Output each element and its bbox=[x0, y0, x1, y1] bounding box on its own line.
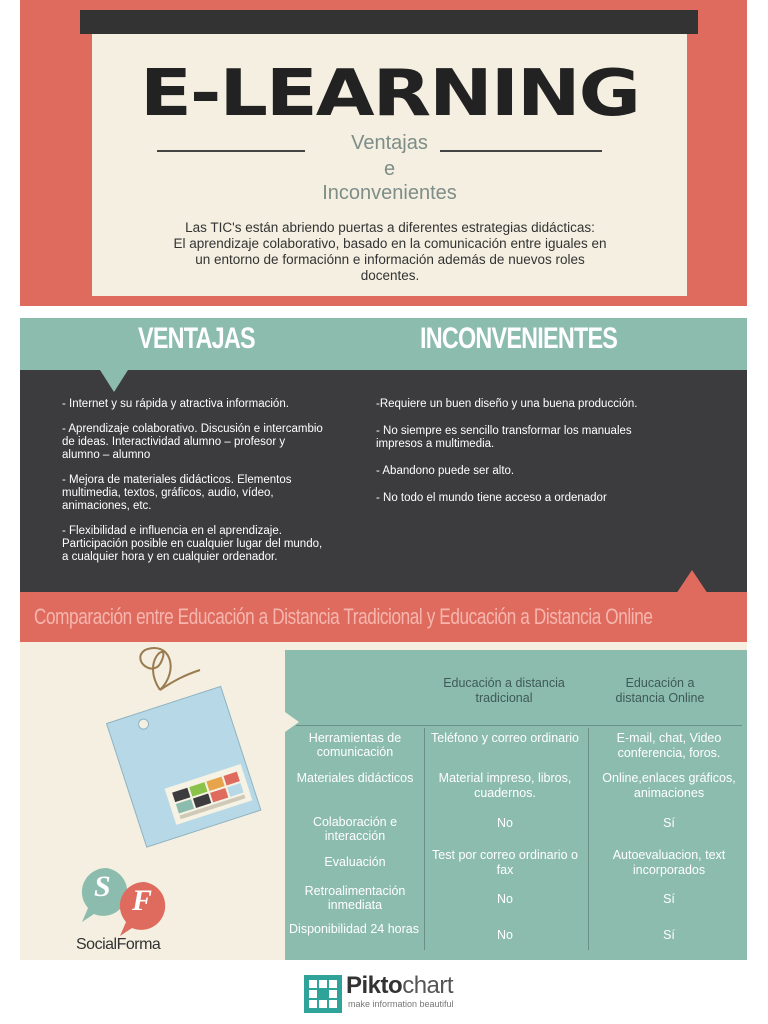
table-row-label: Evaluación bbox=[324, 855, 386, 869]
table-cell: Material impreso, libros, cuadernos. bbox=[438, 771, 572, 800]
table-cell: Autoevaluacion, text incorporados bbox=[612, 848, 726, 877]
list-item: - Internet y su rápida y atractiva información. bbox=[62, 398, 289, 410]
socialforma-logo bbox=[76, 862, 186, 942]
tag-illustration bbox=[100, 640, 280, 850]
list-item: -Requiere un buen diseño y una buena producción. bbox=[376, 398, 638, 410]
subtitle-ventajas: Ventajas bbox=[351, 132, 428, 154]
socialforma-name: SocialForma bbox=[76, 936, 161, 953]
list-item: - Abandono puede ser alto. bbox=[376, 465, 515, 477]
table-header-divider bbox=[296, 725, 742, 726]
list-item: - No siempre es sencillo transformar los manuales impresos a multimedia. bbox=[376, 425, 632, 450]
pointer-triangle bbox=[100, 370, 128, 392]
table-cell: Teléfono y correo ordinario bbox=[431, 731, 579, 745]
brand-part-a: Pikto bbox=[346, 972, 403, 999]
subtitle-e: e bbox=[383, 158, 396, 180]
ventajas-list bbox=[62, 398, 324, 573]
intro-line: un entorno de formaciónn e información además de nuevos roles bbox=[195, 252, 585, 267]
table-cell: No bbox=[497, 892, 513, 906]
header-top-bar bbox=[80, 10, 698, 34]
table-cell: No bbox=[497, 928, 513, 942]
table-cell: Online,enlaces gráficos, animaciones bbox=[602, 771, 736, 800]
list-item: - No todo el mundo tiene acceso a ordenador bbox=[376, 492, 607, 504]
piktochart-tagline: make information beautiful bbox=[348, 999, 454, 1009]
list-item: - Flexibilidad e influencia en el aprendizaje. Participación posible en cualquier lugar del mundo, a cualquier hora y en cualquier ordenador. bbox=[62, 525, 323, 563]
pointer-triangle-up bbox=[676, 570, 708, 594]
list-item: - Mejora de materiales didácticos. Elementos multimedia, textos, gráficos, audio, vídeo, animaciones, etc. bbox=[62, 474, 292, 512]
table-header-traditional: Educación a distancia tradicional bbox=[443, 676, 565, 705]
inconvenientes-heading: INCONVENIENTES bbox=[420, 322, 618, 355]
inconvenientes-list bbox=[376, 398, 676, 514]
table-column-divider bbox=[588, 728, 589, 950]
intro-text bbox=[150, 220, 630, 284]
table-row-label: Colaboración e interacción bbox=[312, 815, 398, 843]
brand-part-b: chart bbox=[402, 972, 454, 999]
logo-letter-s: S bbox=[94, 870, 111, 903]
intro-line: docentes. bbox=[360, 268, 420, 283]
piktochart-icon bbox=[304, 975, 342, 1013]
intro-line: El aprendizaje colaborativo, basado en la comunicación entre iguales en bbox=[173, 236, 607, 251]
logo-letter-f: F bbox=[132, 884, 153, 917]
table-cell: Test por correo ordinario o fax bbox=[432, 848, 578, 877]
table-header-online: Educación a distancia Online bbox=[615, 676, 705, 705]
piktochart-brand[interactable] bbox=[346, 972, 453, 1000]
table-row-label: Disponibilidad 24 horas bbox=[289, 922, 419, 936]
main-title: E-LEARNING bbox=[139, 54, 639, 131]
list-item: - Aprendizaje colaborativo. Discusión e intercambio de ideas. Interactividad alumno – profesor y alumno – alumno bbox=[62, 423, 323, 461]
table-cell: Sí bbox=[663, 816, 675, 830]
table-cell: Sí bbox=[663, 928, 675, 942]
table-column-divider bbox=[424, 728, 425, 950]
table-notch bbox=[285, 712, 299, 732]
table-cell: E-mail, chat, Video conferencia, foros. bbox=[616, 731, 722, 760]
ventajas-heading: VENTAJAS bbox=[138, 322, 255, 355]
comparison-title: Comparación entre Educación a Distancia Tradicional y Educación a Distancia Online bbox=[34, 604, 653, 629]
table-cell: Sí bbox=[663, 892, 675, 906]
table-cell: No bbox=[497, 816, 513, 830]
section-heading-band bbox=[20, 318, 747, 370]
table-row-label: Materiales didácticos bbox=[296, 771, 414, 785]
table-row-label: Retroalimentación inmediata bbox=[304, 884, 406, 912]
table-row-label: Herramientas de comunicación bbox=[308, 731, 402, 759]
subtitle-inconvenientes: Inconvenientes bbox=[322, 182, 457, 204]
intro-line: Las TIC's están abriendo puertas a diferentes estrategias didácticas: bbox=[185, 220, 595, 235]
